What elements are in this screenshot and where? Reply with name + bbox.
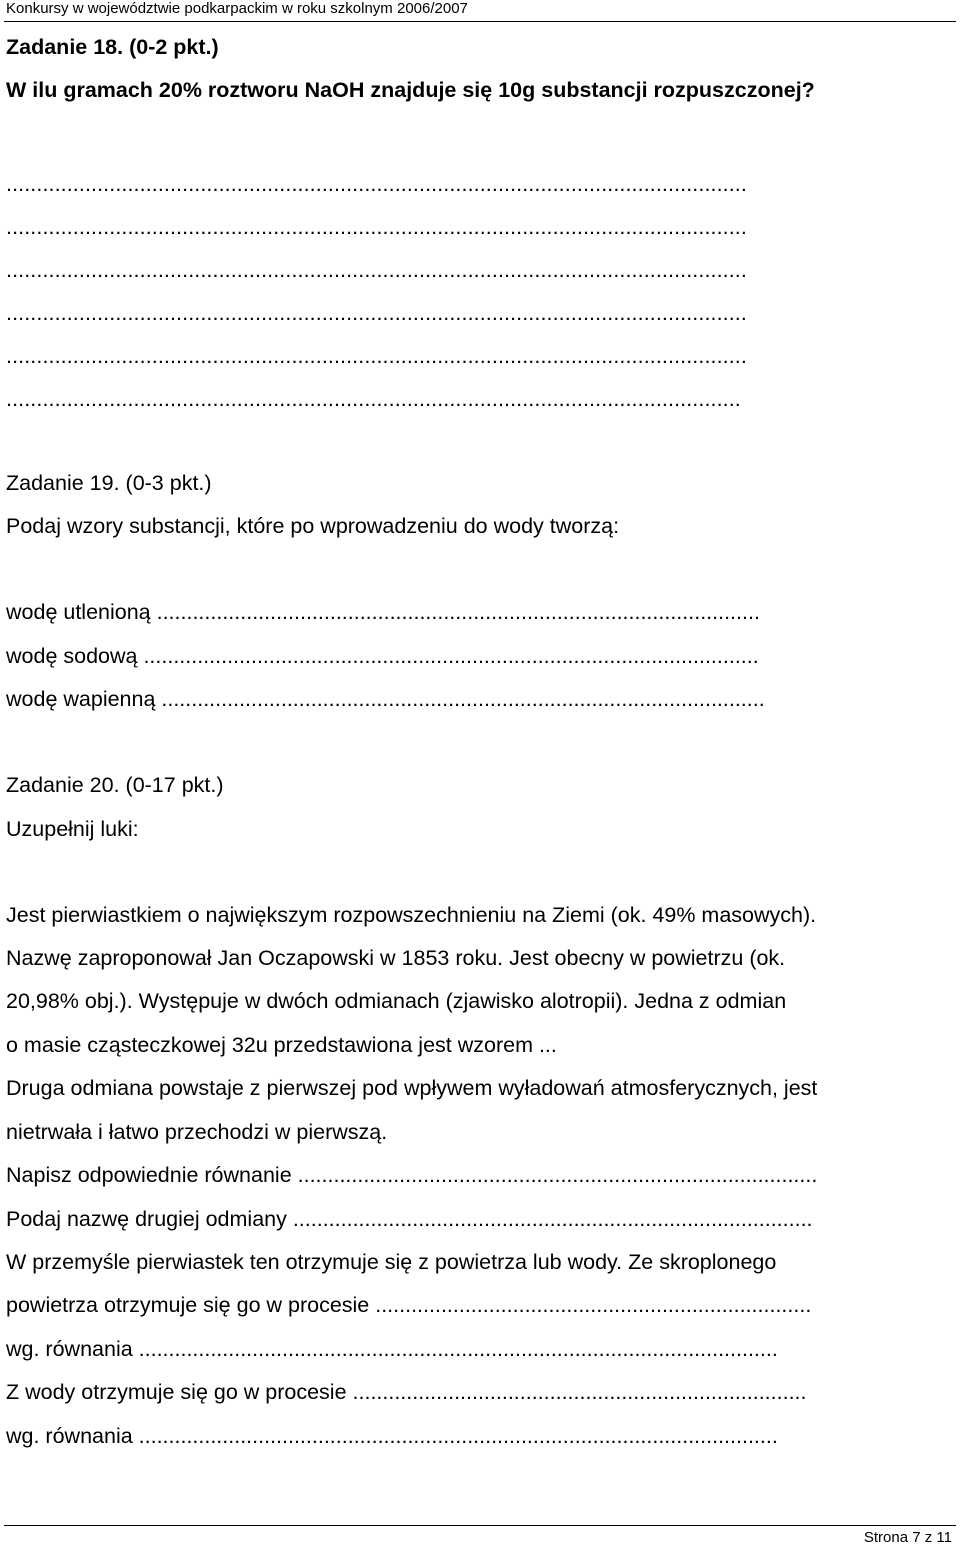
answer-line: .......................................................................................................................... [6, 344, 747, 368]
task20-text-line: Z wody otrzymuje się go w procesie ............................................................................ [6, 1380, 807, 1404]
task19-question: Podaj wzory substancji, które po wprowadzeniu do wody tworzą: [6, 514, 620, 538]
task19-item: wodę utlenioną ..................................................................................................... [6, 600, 760, 624]
page-header: Konkursy w województwie podkarpackim w roku szkolnym 2006/2007 [6, 0, 468, 17]
task19-title: Zadanie 19. (0-3 pkt.) [6, 471, 212, 495]
answer-line: .......................................................................................................................... [6, 215, 747, 239]
task19-item: wodę sodową ....................................................................................................... [6, 644, 759, 668]
task20-question: Uzupełnij luki: [6, 817, 139, 841]
task20-text-line: Nazwę zaproponował Jan Oczapowski w 1853 roku. Jest obecny w powietrzu (ok. [6, 946, 786, 970]
task20-text-line: o masie cząsteczkowej 32u przedstawiona jest wzorem ... [6, 1033, 557, 1057]
task18-title: Zadanie 18. (0-2 pkt.) [6, 35, 219, 59]
answer-line: .......................................................................................................................... [6, 172, 747, 196]
task20-text-line: Druga odmiana powstaje z pierwszej pod wpływem wyładowań atmosferycznych, jest [6, 1076, 818, 1100]
answer-line: .......................................................................................................................... [6, 301, 747, 325]
footer-divider [4, 1525, 956, 1526]
task20-text-line: nietrwała i łatwo przechodzi w pierwszą. [6, 1120, 388, 1144]
task19-item: wodę wapienną ..................................................................................................... [6, 687, 765, 711]
task20-text-line: Napisz odpowiednie równanie ....................................................................................... [6, 1163, 818, 1187]
task20-text-line: wg. równania ........................................................................................................... [6, 1337, 778, 1361]
task20-text-line: wg. równania ........................................................................................................... [6, 1424, 778, 1448]
task20-text-line: 20,98% obj.). Występuje w dwóch odmianach (zjawisko alotropii). Jedna z odmian [6, 989, 787, 1013]
page-number: Strona 7 z 11 [863, 1529, 952, 1546]
answer-line: ......................................................................................................................... [6, 387, 741, 411]
header-divider [4, 21, 956, 22]
task20-title: Zadanie 20. (0-17 pkt.) [6, 773, 224, 797]
task20-text-line: Jest pierwiastkiem o największym rozpowszechnieniu na Ziemi (ok. 49% masowych). [6, 903, 817, 927]
task18-question: W ilu gramach 20% roztworu NaOH znajduje się 10g substancji rozpuszczonej? [6, 78, 815, 102]
task20-text-line: W przemyśle pierwiastek ten otrzymuje się z powietrza lub wody. Ze skroplonego [6, 1250, 777, 1274]
task20-text-line: powietrza otrzymuje się go w procesie ......................................................................... [6, 1293, 812, 1317]
answer-line: .......................................................................................................................... [6, 258, 747, 282]
task20-text-line: Podaj nazwę drugiej odmiany ....................................................................................... [6, 1207, 813, 1231]
